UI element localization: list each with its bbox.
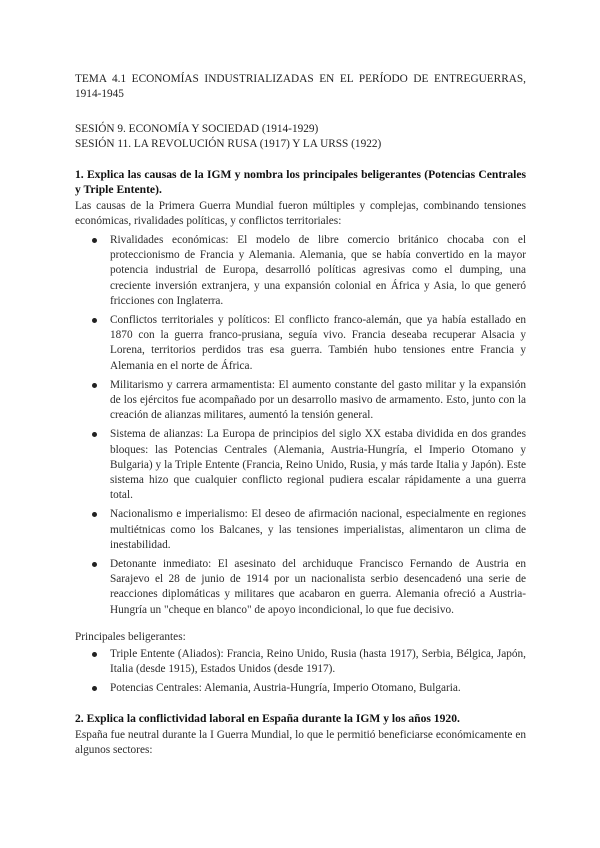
bullet-icon [92,652,97,657]
list-item [75,427,526,503]
document-title: TEMA 4.1 ECONOMÍAS INDUSTRIALIZADAS EN EL PERÍODO DE ENTREGUERRAS, 1914-1945 [75,73,526,101]
question-2-heading: 2. Explica la conflictividad laboral en España durante la IGM y los años 1920. [75,712,460,725]
list-item [75,378,526,424]
session-11-heading: SESIÓN 11. LA REVOLUCIÓN RUSA (1917) Y LA URSS (1922) [75,138,382,150]
cause-text: Nacionalismo e imperialismo: El deseo de afirmación nacional, especialmente en regiones multiétnicas como los Balcanes, y las tensiones imperialistas, alimentaron un clima de inestabilidad. [110,508,526,551]
belligerents-title: Principales beligerantes: [75,631,186,643]
cause-text: Rivalidades económicas: El modelo de libre comercio británico chocaba con el proteccionismo de Francia y Alemania. Alemania, que se había convertido en la mayor potencia industrial de Europa, desarrolló políticas agresivas como el dumping, una creciente inversión extranjera, y una expansión colonial en África y Asia, lo que generó fricciones con Inglaterra. [110,234,526,307]
list-item [75,313,526,374]
bullet-icon [92,238,97,243]
cause-text: Detonante inmediato: El asesinato del archiduque Francisco Fernando de Austria en Sarajevo el 28 de junio de 1914 por un nacionalista serbio desencadenó una serie de reacciones diplomáticas y militares que acabaron en guerra. Alemania ofreció a Austria-Hungría un "cheque en blanco" de apoyo incondicional, lo que fue decisivo. [110,558,526,616]
bullet-icon [92,562,97,567]
list-item [75,233,526,309]
list-item [75,681,526,696]
belligerents-list [75,647,526,701]
bullet-icon [92,383,97,388]
question-1-intro: Las causas de la Primera Guerra Mundial fueron múltiples y complejas, combinando tensiones económicas, rivalidades políticas, y conflictos territoriales: [75,200,526,228]
session-9-heading: SESIÓN 9. ECONOMÍA Y SOCIEDAD (1914-1929) [75,123,319,135]
belligerent-text: Triple Entente (Aliados): Francia, Reino Unido, Rusia (hasta 1917), Serbia, Bélgica, Japón, Italia (desde 1915), Estados Unidos (desde 1917). [110,648,526,676]
list-item [75,507,526,553]
list-item [75,557,526,618]
question-2-intro: España fue neutral durante la I Guerra Mundial, lo que le permitió beneficiarse económicamente en algunos sectores: [75,729,526,757]
bullet-icon [92,432,97,437]
belligerent-text: Potencias Centrales: Alemania, Austria-Hungría, Imperio Otomano, Bulgaria. [110,682,461,695]
cause-text: Conflictos territoriales y políticos: El conflicto franco-alemán, que ya había estallado en 1870 con la guerra franco-prusiana, seguía vivo. Francia deseaba recuperar Alsacia y Lorena, territorios perdidos tras esa guerra. También hubo tensiones entre Francia y Alemania en el norte de África. [110,314,526,372]
causes-list [75,233,526,622]
bullet-icon [92,318,97,323]
cause-text: Militarismo y carrera armamentista: El aumento constante del gasto militar y la expansión de los ejércitos fue acompañado por un desarrollo masivo de armamento. Esto, junto con la creación de alianzas militares, aumentó la tensión general. [110,378,526,422]
bullet-icon [92,686,97,691]
cause-text: Sistema de alianzas: La Europa de principios del siglo XX estaba dividida en dos grandes bloques: las Potencias Centrales (Alemania, Austria-Hungría, el Imperio Otomano y Bulgaria) y la Triple Entente (Francia, Reino Unido, Rusia, y más tarde Italia y Japón). Este sistema hizo que cualquier conflicto regional pudiera escalar rápidamente a una guerra total. [110,428,526,502]
bullet-icon [92,512,97,517]
list-item [75,647,526,677]
question-1-heading: 1. Explica las causas de la IGM y nombra los principales beligerantes (Potencias Centrales y Triple Entente). [75,168,526,197]
